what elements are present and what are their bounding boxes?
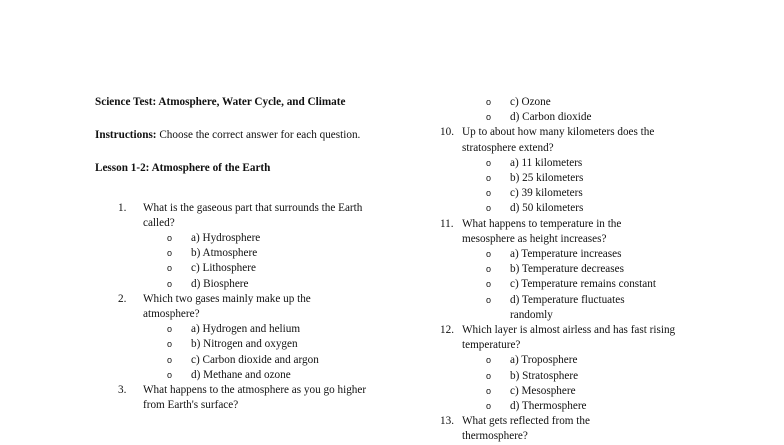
option-text: a) Temperature increases: [510, 248, 622, 261]
option-2d: [95, 368, 395, 383]
bullet-icon: o: [486, 355, 492, 366]
bullet-icon: o: [486, 401, 492, 412]
option-12d: [440, 399, 770, 414]
option-carry-c: [440, 95, 770, 110]
question-text: What happens to the atmosphere as you go higher from Earth's surface?: [143, 384, 367, 412]
option-text: c) 39 kilometers: [510, 187, 583, 200]
option-1d: [95, 277, 395, 292]
right-column: [440, 95, 770, 445]
carry-over-options: [440, 95, 770, 125]
question-text: What happens to temperature in the mesosphere as height increases?: [462, 217, 622, 245]
option-text: d) Methane and ozone: [191, 368, 291, 381]
option-text: b) Temperature decreases: [510, 263, 624, 276]
question-number: 13.: [440, 415, 454, 428]
question-2: [95, 292, 395, 322]
option-text: c) Mesosphere: [510, 384, 576, 397]
option-2c: [95, 353, 395, 368]
question-12-options: [440, 353, 770, 414]
bullet-icon: o: [486, 294, 492, 305]
bullet-icon: o: [167, 278, 173, 289]
option-12a: [440, 353, 770, 368]
question-text: Which layer is almost airless and has fast rising temperature?: [462, 324, 676, 352]
bullet-icon: o: [167, 248, 173, 259]
question-11: [440, 217, 770, 247]
option-text: c) Ozone: [510, 96, 551, 108]
question-number: 3.: [118, 384, 127, 397]
bullet-icon: o: [486, 279, 492, 290]
option-text: d) Carbon dioxide: [510, 111, 592, 124]
bullet-icon: o: [167, 324, 173, 335]
bullet-icon: o: [167, 339, 173, 350]
option-11c: [440, 277, 770, 292]
question-13: [440, 414, 770, 444]
test-title: Science Test: Atmosphere, Water Cycle, and Climate: [95, 96, 346, 108]
question-text: What gets reflected from the thermosphere?: [462, 415, 590, 443]
question-1-options: [95, 231, 395, 292]
bullet-icon: o: [486, 188, 492, 199]
bullet-icon: o: [486, 97, 492, 107]
question-number: 1.: [118, 201, 127, 214]
question-number: 2.: [118, 292, 127, 305]
option-text: d) Temperature fluctuates randomly: [510, 293, 625, 321]
bullet-icon: o: [486, 173, 492, 184]
option-1a: [95, 231, 395, 246]
instructions: [95, 128, 365, 143]
option-text: d) Thermosphere: [510, 400, 587, 413]
option-12b: [440, 369, 770, 384]
bullet-icon: o: [486, 157, 492, 168]
option-text: b) 25 kilometers: [510, 172, 584, 185]
option-11b: [440, 262, 770, 277]
option-carry-d: [440, 110, 770, 125]
question-11-options: [440, 247, 770, 323]
bullet-icon: o: [167, 263, 173, 274]
option-text: c) Carbon dioxide and argon: [191, 353, 319, 366]
option-10d: [440, 201, 770, 216]
left-column: [95, 95, 395, 413]
question-3: [95, 383, 395, 413]
option-10c: [440, 186, 770, 201]
question-10-options: [440, 156, 770, 217]
question-1: [95, 201, 395, 231]
option-text: a) Hydrosphere: [191, 232, 261, 245]
question-text: What is the gaseous part that surrounds the Earth called?: [143, 201, 363, 229]
question-10: [440, 125, 770, 155]
question-number: 12.: [440, 324, 454, 337]
option-10a: [440, 156, 770, 171]
option-text: b) Atmosphere: [191, 247, 258, 260]
lesson-heading: Lesson 1-2: Atmosphere of the Earth: [95, 162, 271, 175]
bullet-icon: o: [486, 249, 492, 260]
option-text: d) Biosphere: [191, 277, 249, 290]
question-12: [440, 323, 770, 353]
question-2-options: [95, 322, 395, 383]
option-10b: [440, 171, 770, 186]
option-2b: [95, 337, 395, 352]
left-question-list: [95, 201, 395, 414]
option-12c: [440, 384, 770, 399]
question-number: 11.: [440, 217, 454, 230]
instructions-text: Choose the correct answer for each question.: [159, 129, 361, 142]
option-11a: [440, 247, 770, 262]
bullet-icon: o: [486, 264, 492, 275]
option-text: b) Nitrogen and oxygen: [191, 338, 298, 351]
option-text: b) Stratosphere: [510, 369, 579, 382]
bullet-icon: o: [167, 354, 173, 365]
option-text: a) Troposphere: [510, 354, 578, 367]
bullet-icon: o: [167, 233, 173, 244]
option-text: a) Hydrogen and helium: [191, 323, 301, 336]
option-11d: [440, 293, 770, 323]
option-text: c) Temperature remains constant: [510, 278, 656, 291]
question-number: 10.: [440, 126, 454, 139]
option-1c: [95, 261, 395, 276]
bullet-icon: o: [167, 369, 173, 380]
option-2a: [95, 322, 395, 337]
option-text: c) Lithosphere: [191, 262, 256, 275]
question-text: Up to about how many kilometers does the stratosphere extend?: [462, 126, 655, 154]
question-text: Which two gases mainly make up the atmosphere?: [143, 292, 311, 321]
bullet-icon: o: [486, 203, 492, 214]
instructions-label: Instructions:: [95, 129, 157, 142]
option-text: a) 11 kilometers: [510, 156, 583, 169]
bullet-icon: o: [486, 112, 492, 123]
option-text: d) 50 kilometers: [510, 202, 584, 215]
bullet-icon: o: [486, 370, 492, 381]
bullet-icon: o: [486, 385, 492, 396]
option-1b: [95, 246, 395, 261]
